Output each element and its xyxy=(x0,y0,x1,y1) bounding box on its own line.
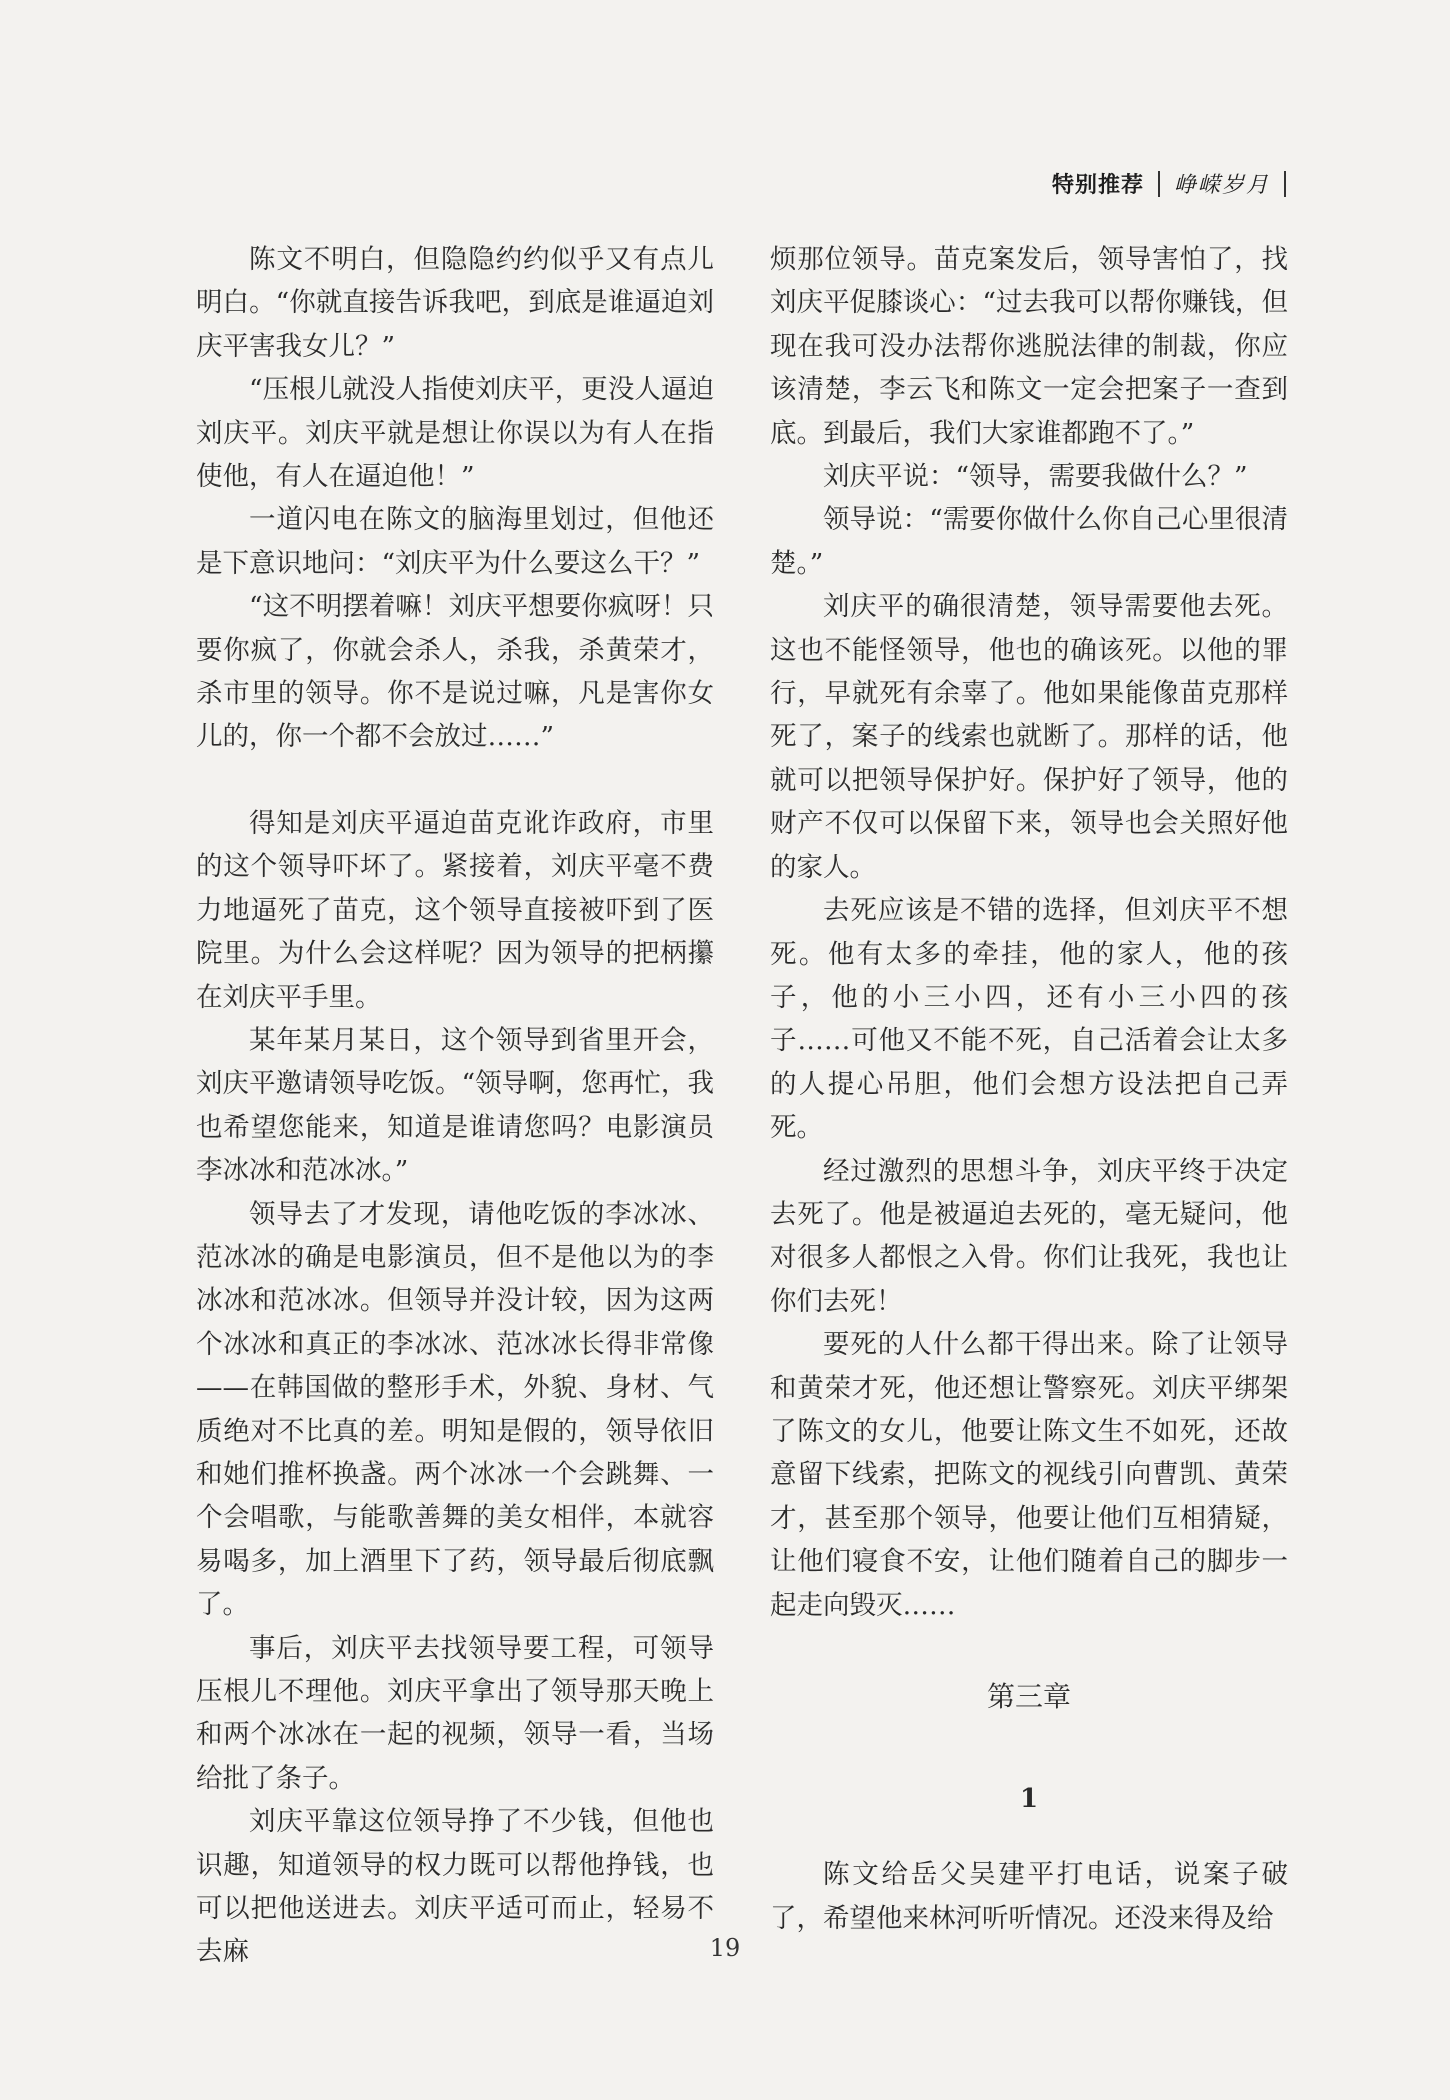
paragraph: “这不明摆着嘛！刘庆平想要你疯呀！只要你疯了，你就会杀人，杀我，杀黄荣才，杀市里的领导。你不是说过嘛，凡是害你女儿的，你一个都不会放过……” xyxy=(196,591,714,753)
header-section-label: 特别推荐 xyxy=(1051,173,1144,198)
running-head xyxy=(1052,168,1286,199)
paragraph: 领导去了才发现，请他吃饭的李冰冰、范冰冰的确是电影演员，但不是他以为的李冰冰和范冰冰。但领导并没计较，因为这两个冰冰和真正的李冰冰、范冰冰长得非常像——在韩国做的整形手术，外貌、身材、气质绝对不比真的差。明知是假的，领导依旧和她们推杯换盏。两个冰冰一个会跳舞、一个会唱歌，与能歌善舞的美女相伴，本就容易喝多，加上酒里下了药，领导最后彻底飘了。 xyxy=(196,1198,714,1621)
scene-break xyxy=(196,759,714,802)
paragraph: “压根儿就没人指使刘庆平，更没人逼迫刘庆平。刘庆平就是想让你误以为有人在指使他，有人在逼迫他！” xyxy=(196,374,714,493)
paragraph: 刘庆平的确很清楚，领导需要他去死。这也不能怪领导，他也的确该死。以他的罪行，早就死有余辜了。他如果能像苗克那样死了，案子的线索也就断了。那样的话，他就可以把领导保护好。保护好了领导，他的财产不仅可以保留下来，领导也会关照好他的家人。 xyxy=(770,591,1288,883)
header-column-title: 峥嵘岁月 xyxy=(1173,173,1270,198)
page-number: 19 xyxy=(709,1934,741,1962)
paragraph-continued: 烦那位领导。苗克案发后，领导害怕了，找刘庆平促膝谈心：“过去我可以帮你赚钱，但现在我可没办法帮你逃脱法律的制裁，你应该清楚，李云飞和陈文一定会把案子一查到底。到最后，我们大家谁都跑不了。” xyxy=(770,244,1288,449)
section-number: 1 xyxy=(1019,1784,1039,1814)
paragraph: 经过激烈的思想斗争，刘庆平终于决定去死了。他是被逼迫去死的，毫无疑问，他对很多人都恨之入骨。你们让我死，我也让你们去死！ xyxy=(770,1155,1288,1317)
header-divider-end xyxy=(1284,171,1286,197)
paragraph: 去死应该是不错的选择，但刘庆平不想死。他有太多的牵挂，他的家人，他的孩子，他的小三小四，还有小三小四的孩子……可他又不能不死，自己活着会让太多的人提心吊胆，他们会想方设法把自己弄死。 xyxy=(770,895,1288,1144)
paragraph: 刘庆平说：“领导，需要我做什么？” xyxy=(823,461,1248,493)
right-text-column xyxy=(770,238,1288,1940)
paragraph: 得知是刘庆平逼迫苗克讹诈政府，市里的这个领导吓坏了。紧接着，刘庆平毫不费力地逼死了苗克，这个领导直接被吓到了医院里。为什么会这样呢？因为领导的把柄攥在刘庆平手里。 xyxy=(196,807,714,1013)
paragraph: 陈文不明白，但隐隐约约似乎又有点儿明白。“你就直接告诉我吧，到底是谁逼迫刘庆平害我女儿？” xyxy=(196,244,714,362)
paragraph: 一道闪电在陈文的脑海里划过，但他还是下意识地问：“刘庆平为什么要这么干？” xyxy=(196,504,714,579)
chapter-title: 第三章 xyxy=(986,1680,1071,1713)
paragraph: 某年某月某日，这个领导到省里开会，刘庆平邀请领导吃饭。“领导啊，您再忙，我也希望您能来，知道是谁请您吗？电影演员李冰冰和范冰冰。” xyxy=(196,1024,714,1187)
paragraph: 要死的人什么都干得出来。除了让领导和黄荣才死，他还想让警察死。刘庆平绑架了陈文的女儿，他要让陈文生不如死，还故意留下线索，把陈文的视线引向曹凯、黄荣才，甚至那个领导，他要让他们互相猜疑，让他们寝食不安，让他们随着自己的脚步一起走向毁灭…… xyxy=(770,1329,1288,1621)
paragraph: 刘庆平靠这位领导挣了不少钱，但他也识趣，知道领导的权力既可以帮他挣钱，也可以把他送进去。刘庆平适可而止，轻易不去麻 xyxy=(196,1806,714,1968)
header-divider xyxy=(1158,171,1160,197)
paragraph: 陈文给岳父吴建平打电话，说案子破了，希望他来林河听听情况。还没来得及给 xyxy=(770,1859,1288,1934)
paragraph: 事后，刘庆平去找领导要工程，可领导压根儿不理他。刘庆平拿出了领导那天晚上和两个冰冰在一起的视频，领导一看，当场给批了条子。 xyxy=(196,1632,714,1794)
left-text-column xyxy=(196,238,714,1974)
paragraph: 领导说：“需要你做什么你自己心里很清楚。” xyxy=(770,504,1288,579)
